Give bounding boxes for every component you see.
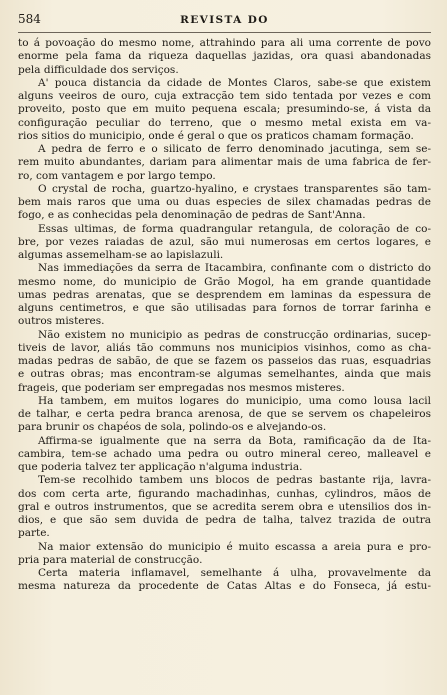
text-line: cambira, tem-se achado uma pedra ou outro mineral cereo, malleavel e (18, 447, 431, 460)
text-line: e outras obras; mas encontram-se algumas semelhantes, ainda que mais (18, 368, 431, 381)
running-head: REVISTA DO (180, 14, 269, 26)
paragraph (18, 329, 431, 395)
text-line: Na maior extensão do municipio é muito escassa a areia pura e pro- (38, 540, 431, 553)
text-line: para brunir os chapéos de sola, polindo-os e alvejando-os. (18, 421, 327, 434)
text-line: Certa materia inflamavel, semelhante á ulha, provavelmente da (38, 567, 431, 579)
page-number: 584 (18, 12, 41, 26)
text-line: ro, com vantagem e por largo tempo. (18, 169, 216, 182)
text-line: enorme pela fama da riqueza daquellas jazidas, ora quasi abandonadas (18, 50, 431, 63)
paragraph (18, 37, 431, 77)
paragraph (18, 223, 431, 263)
text-line: dios, e que são sem duvida de pedra de talha, talvez trazida de outra (18, 514, 431, 526)
text-line: outros misteres. (18, 315, 105, 328)
text-line: Essas ultimas, de forma quadrangular retangula, de coloração de co- (38, 222, 431, 235)
text-line: madas pedras de sabão, de que se fazem os passeios das ruas, esquadrias (18, 355, 431, 367)
text-line: mesma natureza da procedente de Catas Altas e do Fonseca, já estu- (18, 580, 431, 593)
text-line: Não existem no municipio as pedras de construcção ordinarias, sucep- (38, 328, 431, 341)
paragraph (18, 474, 431, 540)
text-line: A' pouca distancia da cidade de Montes Claros, sabe-se que existem (38, 76, 431, 89)
text-line: rios sitios do municipio, onde é geral o que os praticos chamam formação. (18, 129, 414, 142)
text-line: configuração peculiar do terreno, que o mesmo metal exista em va- (18, 116, 431, 129)
text-line: rem muito abundantes, dariam para alimentar mais de uma fabrica de fer- (18, 156, 431, 169)
page-header (18, 12, 431, 33)
text-line: de talhar, e certa pedra branca arenosa, de que se servem os chapeleiros (18, 408, 431, 420)
text-line: algumas assemelham-se ao lapislazuli. (18, 249, 224, 261)
paragraph (18, 435, 431, 475)
text-line: alguns veeiros de ouro, cuja extracção tem sido tentada por vezes e com (18, 90, 431, 102)
text-line: Ha tambem, em muitos logares do municipio, uma como lousa lacil (38, 394, 431, 407)
paragraph (18, 567, 431, 594)
paragraph (18, 262, 431, 328)
text-line: proveito, posto que em muito pequena escala; presumindo-se, á vista da (18, 103, 431, 116)
text-line: mesmo nome, do municipio de Grão Mogol, ha em grande quantidade (18, 275, 431, 288)
text-line: bre, por vezes raiadas de azul, são mui numerosas em certos logares, e (18, 235, 431, 248)
text-line: frageis, que poderiam ser empregadas nos mesmos misteres. (18, 381, 345, 394)
text-line: umas pedras arenatas, que se desprendem em laminas da espessura de (18, 288, 431, 301)
text-line: dos com certa arte, figurando machadinhas, cunhas, cylindros, mãos de (18, 487, 431, 500)
text-line: Tem-se recolhido tambem uns blocos de pedras bastante rija, lavra- (38, 474, 431, 487)
text-line: Nas immediações da serra de Itacambira, confinante com o districto do (38, 262, 431, 275)
body-text (18, 37, 431, 594)
paragraph (18, 395, 431, 435)
text-line: O crystal de rocha, guartzo-hyalino, e crystaes transparentes são tam- (38, 182, 431, 195)
paragraph (18, 541, 431, 568)
paragraph (18, 143, 431, 183)
text-line: to á povoação do mesmo nome, attrahindo para ali uma corrente de povo (18, 37, 431, 49)
text-line: bem mais raros que uma ou duas especies de silex chamadas pedras de (18, 196, 431, 208)
paragraph (18, 77, 431, 143)
text-line: Affirma-se igualmente que na serra da Bota, ramificação da de Ita- (38, 434, 431, 447)
text-line: fogo, e as conhecidas pela denominação de pedras de Sant'Anna. (18, 209, 366, 222)
paragraph (18, 183, 431, 223)
text-line: parte. (18, 527, 50, 540)
text-line: gral e outros instrumentos, que se acredita serem obra e utensilios dos in- (18, 500, 431, 513)
text-line: A pedra de ferro e o silicato de ferro denominado jacutinga, sem se- (38, 143, 431, 155)
text-line: pria para material de construcção. (18, 553, 203, 566)
text-line: alguns centimetros, e que são utilisadas para fornos de torrar farinha e (18, 302, 431, 314)
text-line: pela difficuldade dos serviços. (18, 63, 179, 76)
text-line: que poderia talvez ter applicação n'alguma industria. (18, 461, 303, 473)
text-line: tiveis de lavor, aliás tão communs nos municipios visinhos, como as cha- (18, 341, 431, 354)
